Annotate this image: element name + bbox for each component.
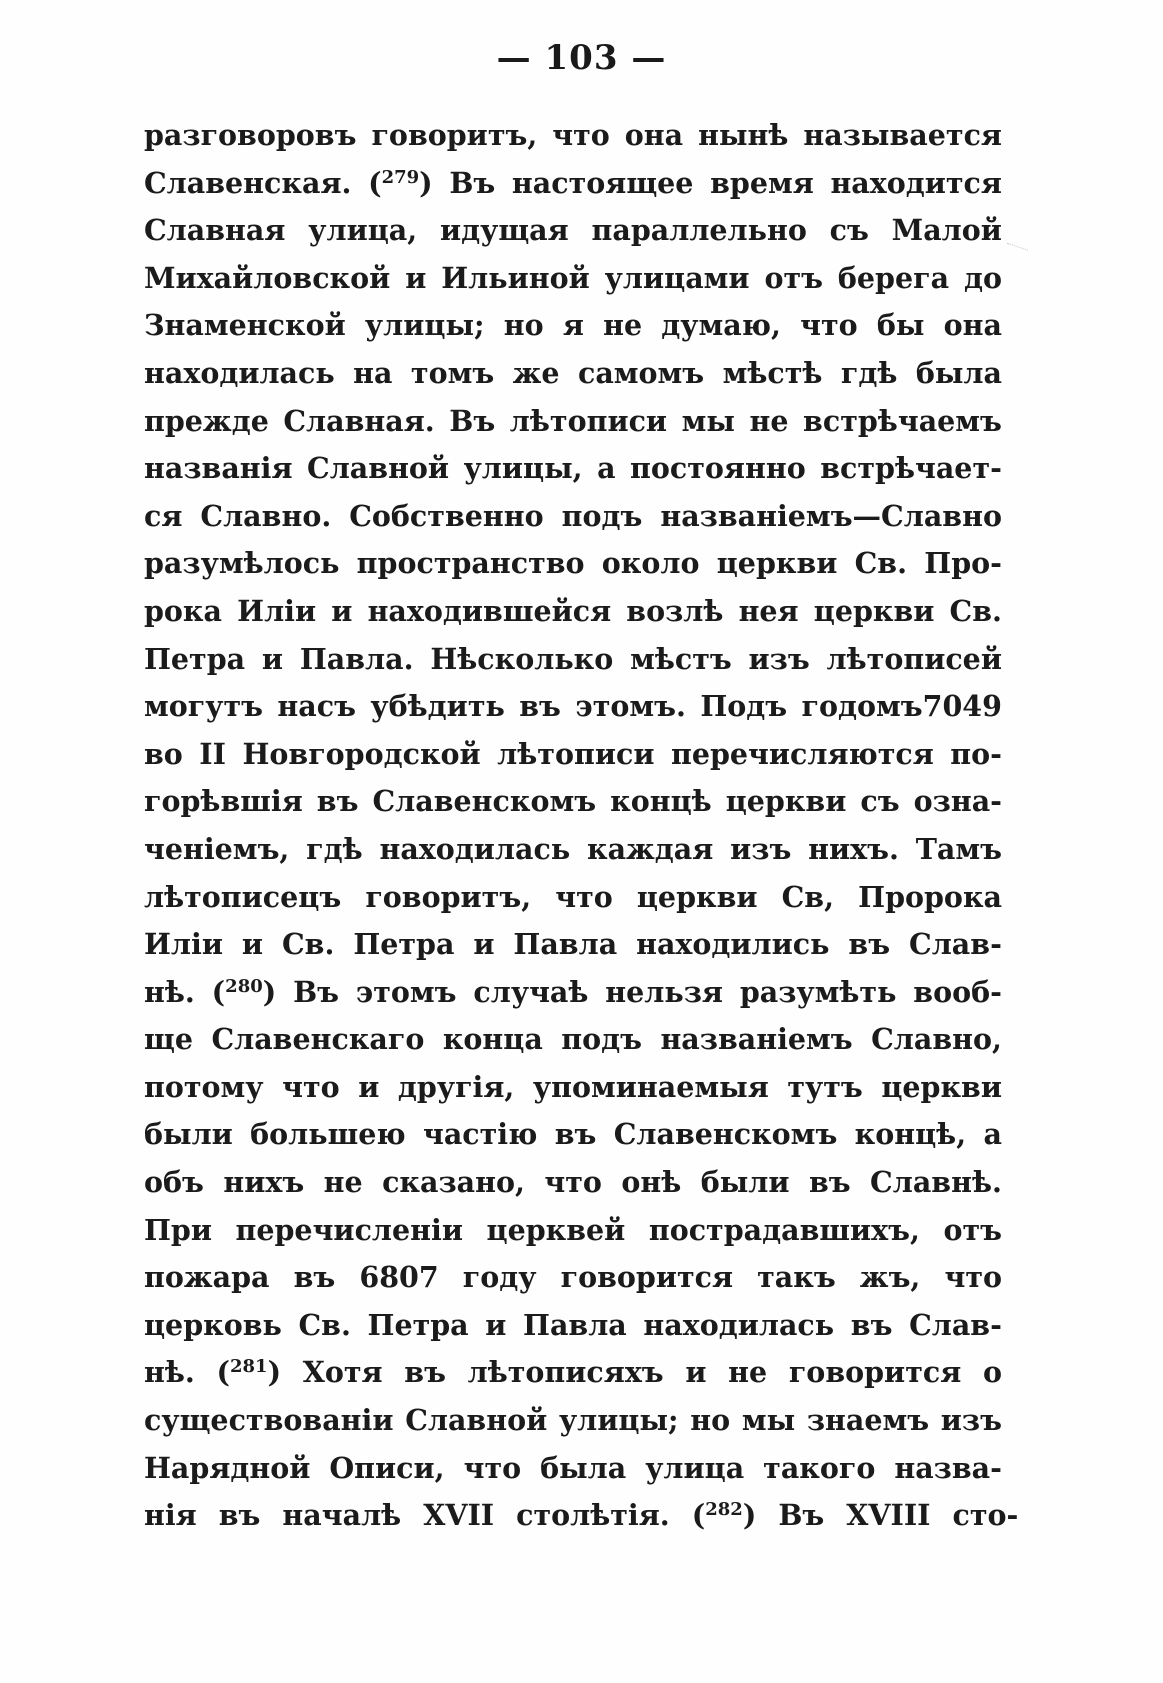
word: онѣ <box>621 1165 682 1200</box>
word: Славной <box>405 1403 548 1438</box>
word: концѣ, <box>854 1117 967 1152</box>
word: этомъ. <box>575 689 686 724</box>
word: а <box>597 451 616 486</box>
word: говорится <box>560 1260 734 1295</box>
text-line <box>144 642 1002 690</box>
word: изъ <box>730 831 792 866</box>
word: идущая <box>439 213 569 248</box>
word: около <box>601 546 700 581</box>
word: названія <box>144 451 293 486</box>
text-line <box>144 1403 1002 1451</box>
word: и <box>241 927 264 962</box>
word: частію <box>422 1117 538 1152</box>
word: существованіи <box>144 1403 394 1438</box>
word: находившейся <box>367 593 612 628</box>
word: изъ <box>748 641 810 676</box>
word: и <box>358 1069 380 1104</box>
text-line <box>144 1165 1002 1213</box>
word: Св. <box>854 546 908 581</box>
word: но <box>503 308 544 343</box>
word: находилась <box>643 1307 835 1342</box>
word: говорится <box>788 1355 962 1390</box>
word: нынѣ <box>698 118 789 152</box>
word: Иліи <box>237 593 317 628</box>
word: а <box>983 1117 1002 1152</box>
word: Въ <box>449 403 496 438</box>
word: Описи, <box>329 1450 445 1485</box>
word: Михайловской <box>144 260 391 295</box>
word: подъ <box>561 498 643 533</box>
word: находились <box>636 927 830 962</box>
word: Петра <box>367 1307 469 1342</box>
word: Св. <box>298 1307 351 1342</box>
word: гдѣ <box>306 831 363 866</box>
word: настоящее <box>511 165 694 200</box>
word: думаю, <box>661 308 781 343</box>
word: Слав- <box>909 1307 1002 1342</box>
word: она <box>943 308 1002 343</box>
text-line <box>144 1070 1002 1118</box>
word: и <box>261 641 284 676</box>
text-line <box>144 451 1002 499</box>
word: XVII <box>423 1498 495 1533</box>
footnote-ref: ($^{280}$) <box>211 974 277 1009</box>
word: лѣтописей <box>826 641 1002 676</box>
word: горѣвшія <box>144 784 303 819</box>
text-line <box>144 1451 1002 1499</box>
word: Св. <box>949 593 1002 628</box>
word: ченіемъ, <box>144 831 290 866</box>
word: церкви <box>725 784 847 819</box>
word: въ <box>519 689 561 724</box>
word: томъ <box>410 355 495 390</box>
word: Новгородской <box>242 736 481 771</box>
word: разумѣлось <box>144 546 340 581</box>
text-line <box>144 546 1002 594</box>
word: знаемъ <box>806 1403 930 1438</box>
word: Павла <box>513 927 618 962</box>
word: Пророка <box>858 879 1002 914</box>
word: годомъ7049 <box>801 689 1002 724</box>
word: Про- <box>924 546 1002 581</box>
word: мѣстѣ <box>722 355 823 390</box>
word: мѣстъ <box>630 641 732 676</box>
text-line <box>144 975 1002 1023</box>
word: улица <box>645 1450 745 1485</box>
word: не <box>603 308 643 343</box>
text-line <box>144 1022 1002 1070</box>
word: по- <box>950 736 1002 771</box>
word: же <box>512 355 560 390</box>
text-line <box>144 404 1002 452</box>
word: нѣ. <box>144 1355 195 1390</box>
word: находилась <box>144 355 335 390</box>
word: не <box>728 1355 768 1390</box>
word: озна- <box>913 784 1002 819</box>
word: но <box>690 1403 731 1438</box>
word: были <box>144 1117 233 1152</box>
word: нія <box>144 1498 197 1533</box>
word: въ <box>850 1307 893 1342</box>
text-line <box>144 1498 1019 1546</box>
word: самомъ <box>577 355 705 390</box>
text-line <box>144 118 1002 166</box>
word: Славенскомъ <box>372 784 597 819</box>
word: Иліи <box>144 927 223 962</box>
footnote-ref: ($^{281}$) <box>216 1355 282 1390</box>
word: была <box>915 355 1002 390</box>
text-line <box>144 689 1002 737</box>
word: Св, <box>781 879 835 914</box>
word: Славенскомъ <box>613 1117 838 1152</box>
word: 6807 <box>359 1260 439 1295</box>
word: улицы; <box>364 308 485 343</box>
word: Петра <box>353 927 455 962</box>
word: что <box>282 1069 340 1104</box>
word: были <box>700 1165 790 1200</box>
word: Слав- <box>909 927 1002 962</box>
text-line <box>144 213 1002 261</box>
word: и <box>473 927 495 962</box>
word: Подъ <box>700 689 788 724</box>
word: не <box>749 403 789 438</box>
word: названіемъ <box>660 1022 853 1057</box>
word: лѣтописи <box>509 403 668 438</box>
word: рока <box>144 593 222 628</box>
word: другія, <box>397 1069 515 1104</box>
word: убѣдить <box>370 689 505 724</box>
text-line <box>144 594 1002 642</box>
word: Ильиной <box>441 260 590 295</box>
word: Собственно <box>349 498 544 533</box>
word: Павла <box>523 1307 627 1342</box>
word: ще <box>144 1022 193 1057</box>
word: такъ <box>757 1260 836 1295</box>
word: улицы; <box>558 1403 679 1438</box>
footnote-ref: ($^{282}$) <box>691 1498 757 1533</box>
word: что <box>552 118 610 152</box>
word: нихъ <box>223 1165 305 1200</box>
word: прежде <box>144 403 269 438</box>
word: Въ <box>293 974 340 1009</box>
word: въ <box>316 784 359 819</box>
word: пострадавшихъ, <box>648 1212 920 1247</box>
word: я <box>562 308 584 343</box>
text-line <box>144 356 1002 404</box>
word: разумѣть <box>739 974 897 1009</box>
word: пространство <box>356 546 585 581</box>
word: время <box>710 165 814 200</box>
word: параллельно <box>591 213 807 248</box>
word: берега <box>837 260 950 295</box>
word: изъ <box>940 1403 1002 1438</box>
word: случаѣ <box>473 974 589 1009</box>
word: сто- <box>952 1498 1019 1533</box>
word: конца <box>442 1022 543 1057</box>
text-line <box>144 499 1002 547</box>
word: При <box>144 1212 212 1247</box>
word: большею <box>250 1117 406 1152</box>
word: началѣ <box>282 1498 402 1533</box>
word: перечисляются <box>670 736 934 771</box>
word: II <box>199 736 226 771</box>
word: нея <box>738 593 799 628</box>
text-line <box>144 737 1002 785</box>
word: нихъ. <box>808 831 899 866</box>
word: Св. <box>281 927 335 962</box>
word: Славенскаго <box>211 1022 425 1057</box>
word: насъ <box>277 689 356 724</box>
word: о <box>982 1355 1002 1390</box>
word: мы <box>741 1403 796 1438</box>
word: на <box>353 355 393 390</box>
word: Въ <box>778 1498 825 1533</box>
word: она <box>624 118 684 152</box>
word: могутъ <box>144 689 263 724</box>
word: улицы, <box>463 451 583 486</box>
word: году <box>462 1260 537 1295</box>
word: церкви <box>716 546 838 581</box>
text-line <box>144 166 1002 214</box>
word: встрѣчает- <box>820 451 1002 486</box>
word: находится <box>830 165 1002 200</box>
word: и <box>485 1307 507 1342</box>
word: была <box>540 1450 627 1485</box>
text-line <box>144 261 1002 309</box>
text-line <box>144 880 1002 928</box>
word: улицами <box>604 260 750 295</box>
word: что <box>463 1450 522 1485</box>
word: Славная. <box>283 403 435 438</box>
word: названіемъ—Славно <box>660 498 1002 533</box>
word: XVIII <box>846 1498 931 1533</box>
word: разговоровъ <box>144 118 357 152</box>
word: Славенская. <box>144 165 352 200</box>
word: Славно, <box>871 1022 1002 1057</box>
word: объ <box>144 1165 204 1200</box>
word: находилась <box>379 831 571 866</box>
word: отъ <box>764 260 823 295</box>
word: перечисленіи <box>235 1212 463 1247</box>
word: называется <box>803 118 1002 152</box>
word: говоритъ, <box>371 118 538 152</box>
word: нельзя <box>605 974 723 1009</box>
word: Хотя <box>302 1355 383 1390</box>
word: концѣ <box>610 784 712 819</box>
word: такого <box>763 1450 876 1485</box>
word: что <box>544 1165 602 1200</box>
word: упоминаемыя <box>532 1069 769 1104</box>
word: вооб- <box>913 974 1002 1009</box>
word: церкви <box>881 1069 1002 1104</box>
word: и <box>685 1355 707 1390</box>
text-line <box>144 1355 1002 1403</box>
word: въ <box>404 1355 446 1390</box>
word: возлѣ <box>626 593 724 628</box>
word: этомъ <box>355 974 457 1009</box>
word: Петра <box>144 641 246 676</box>
word: столѣтія. <box>516 1498 670 1533</box>
word: Славнѣ. <box>870 1165 1002 1200</box>
text-line <box>144 1213 1002 1261</box>
word: что <box>944 1260 1002 1295</box>
word: нѣ. <box>144 974 195 1009</box>
word: во <box>144 736 183 771</box>
word: въ <box>848 927 891 962</box>
word: церковь <box>144 1307 282 1342</box>
word: Тамъ <box>915 831 1002 866</box>
page-number: — 103 — <box>496 38 667 78</box>
word: гдѣ <box>840 355 898 390</box>
word: мы <box>681 403 735 438</box>
word: Павла. <box>299 641 414 676</box>
word: до <box>963 260 1002 295</box>
word: церкви <box>636 879 758 914</box>
word: Малой <box>891 213 1002 248</box>
text-line <box>144 308 1002 356</box>
word: Славно. <box>200 498 332 533</box>
word: ся <box>144 498 183 533</box>
footnote-ref: ($^{279}$) <box>368 165 433 200</box>
word: жъ, <box>859 1260 921 1295</box>
ink-mark <box>1004 243 1028 260</box>
word: улица, <box>308 213 418 248</box>
word: церкви <box>813 593 935 628</box>
word: подъ <box>561 1022 642 1057</box>
word: что <box>800 308 858 343</box>
word: лѣтописи <box>497 736 655 771</box>
text-line <box>144 832 1002 880</box>
word: въ <box>808 1165 851 1200</box>
word: Нѣсколько <box>430 641 614 676</box>
text-line <box>144 1308 1002 1356</box>
word: и <box>405 260 427 295</box>
word: и <box>331 593 353 628</box>
word: встрѣчаемъ <box>803 403 1002 438</box>
word: назва- <box>894 1450 1002 1485</box>
text-line <box>144 927 1002 975</box>
word: Въ <box>449 165 496 200</box>
word: тутъ <box>787 1069 863 1104</box>
word: отъ <box>943 1212 1002 1247</box>
word: не <box>323 1165 363 1200</box>
word: Знаменской <box>144 308 346 343</box>
word: каждая <box>586 831 714 866</box>
text-line <box>144 1117 1002 1165</box>
word: въ <box>293 1260 336 1295</box>
word: съ <box>829 213 869 248</box>
word: сказано, <box>382 1165 525 1200</box>
word: говоритъ, <box>365 879 532 914</box>
word: лѣтописяхъ <box>467 1355 664 1390</box>
word: церквей <box>486 1212 626 1247</box>
word: въ <box>218 1498 261 1533</box>
word: Славная <box>144 213 286 248</box>
word: Славной <box>307 451 450 486</box>
text-line <box>144 784 1002 832</box>
word: въ <box>554 1117 597 1152</box>
word: Нарядной <box>144 1450 311 1485</box>
text-line <box>144 1260 1002 1308</box>
word: лѣтописецъ <box>144 879 342 914</box>
word: бы <box>876 308 925 343</box>
word: съ <box>860 784 900 819</box>
word: пожара <box>144 1260 270 1295</box>
word: потому <box>144 1069 264 1104</box>
word: что <box>555 879 613 914</box>
word: постоянно <box>630 451 806 486</box>
body-text <box>144 118 1019 1546</box>
